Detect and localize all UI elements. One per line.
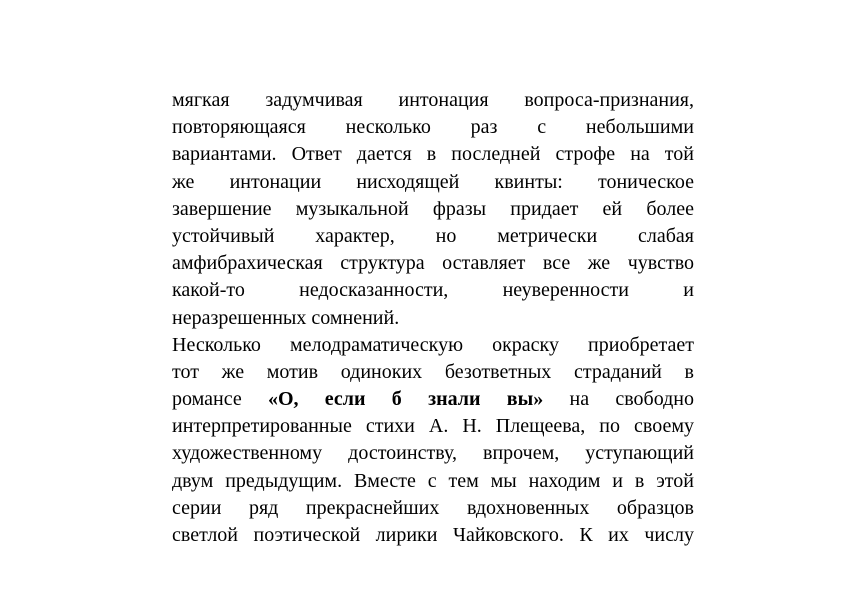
text-line: какой-то недосказанности, неуверенности и xyxy=(172,279,694,302)
text-line: устойчивый характер, но метрически слабая xyxy=(172,224,694,247)
text-line: серии ряд прекраснейших вдохновенных образцов xyxy=(172,496,694,519)
text-line: неразрешенных сомнений. xyxy=(172,306,400,329)
text-line: амфибрахическая структура оставляет все же чувство xyxy=(172,252,694,275)
text-line: мягкая задумчивая интонация вопроса-признания, xyxy=(172,89,694,111)
romance-title: «О, если б знали вы» xyxy=(267,388,544,411)
text-line: светлой поэтической лирики Чайковского. К их числу xyxy=(172,524,694,546)
paragraph-2 xyxy=(172,332,694,550)
text-line: завершение музыкальной фразы придает ей более xyxy=(172,197,694,220)
text-line: тот же мотив одиноких безответных страданий в xyxy=(172,360,694,383)
romance-line xyxy=(172,386,694,413)
text-line: двум предыдущим. Вместе с тем мы находим и в этой xyxy=(172,469,694,492)
text-line: Несколько мелодраматическую окраску приобретает xyxy=(172,333,694,356)
text-line: вариантами. Ответ дается в последней строфе на той xyxy=(172,143,694,166)
text-line: повторяющаяся несколько раз с небольшими xyxy=(172,116,694,139)
text-line: интерпретированные стихи А. Н. Плещеева, по своему xyxy=(172,415,694,438)
text-line: художественному достоинству, впрочем, уступающий xyxy=(172,442,694,465)
paragraph-1 xyxy=(172,87,694,332)
text-fragment: романсе xyxy=(172,388,242,411)
text-line: же интонации нисходящей квинты: тоническое xyxy=(172,170,694,193)
text-fragment: на свободно xyxy=(569,388,695,411)
text-block xyxy=(172,87,694,549)
